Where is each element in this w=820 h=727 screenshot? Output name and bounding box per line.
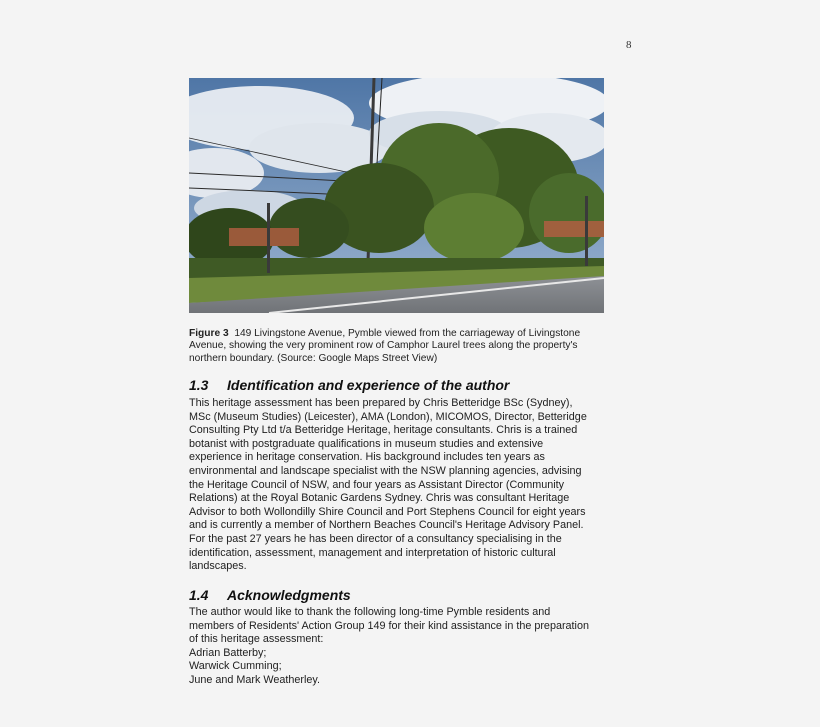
section-number: 1.3 [189, 377, 209, 393]
figure-caption [189, 328, 629, 365]
caption-line: 149 Livingstone Avenue, Pymble viewed from the carriageway of Livingstone [234, 328, 581, 339]
author-paragraph [189, 397, 639, 574]
paragraph-line: For the past 27 years he has been director of a consultancy specialising in the [189, 532, 562, 545]
figure-label: Figure 3 [189, 328, 229, 339]
paragraph-line: botanist with postgraduate qualifications in museum studies and extensive [189, 437, 544, 450]
section-title: Identification and experience of the author [227, 377, 510, 393]
section-heading-1-3 [189, 377, 509, 393]
section-number: 1.4 [189, 587, 209, 603]
acknowledged-person: June and Mark Weatherley. [189, 673, 321, 686]
paragraph-line: and is currently a member of Northern Beaches Council's Heritage Advisory Panel. [189, 519, 584, 532]
caption-line: northern boundary. (Source: Google Maps Street View) [189, 352, 438, 364]
paragraph-line: landscapes. [189, 560, 247, 573]
acknowledged-person: Warwick Cumming; [189, 660, 282, 673]
street-view-photo [189, 78, 604, 313]
section-title: Acknowledgments [227, 587, 351, 603]
acknowledged-person: Adrian Batterby; [189, 646, 267, 659]
paragraph-line: members of Residents' Action Group 149 for their kind assistance in the preparation [189, 619, 589, 632]
paragraph-line: identification, assessment, management and interpretation of historic cultural [189, 546, 556, 559]
paragraph-line: of this heritage assessment: [189, 633, 324, 646]
paragraph-line: Consulting Pty Ltd t/a Betteridge Heritage, heritage consultants. Chris is a trained [189, 424, 578, 437]
section-heading-1-4 [189, 587, 351, 603]
paragraph-line: experience in heritage conservation. His background includes ten years as [189, 451, 545, 464]
paragraph-line: Relations) at the Royal Botanic Gardens Sydney. Chris was consultant Heritage [189, 492, 570, 505]
page-number: 8 [626, 39, 632, 51]
paragraph-line: Advisor to both Wollondilly Shire Council and Port Stephens Council for eight years [189, 505, 586, 518]
caption-line: Avenue, showing the very prominent row of Camphor Laurel trees along the property's [189, 340, 578, 352]
paragraph-line: environmental and landscape specialist with the NSW planning agencies, advising [189, 464, 582, 477]
paragraph-line: MSc (Museum Studies) (Leicester), AMA (London), MICOMOS, Director, Betteridge [189, 410, 587, 423]
acknowledgments-paragraph [189, 606, 639, 688]
paragraph-line: This heritage assessment has been prepared by Chris Betteridge BSc (Sydney), [189, 397, 573, 409]
paragraph-line: The author would like to thank the following long-time Pymble residents and [189, 606, 551, 618]
paragraph-line: the Heritage Council of NSW, and four years as Assistant Director (Community [189, 478, 565, 491]
